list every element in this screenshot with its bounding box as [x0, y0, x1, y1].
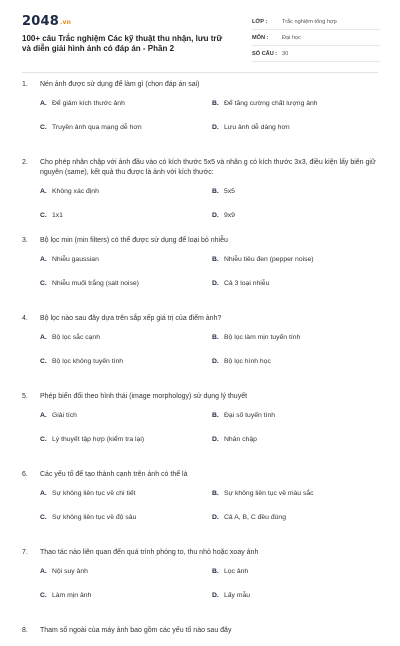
option-text: Nhiễu muối trắng (salt noise) [52, 280, 139, 287]
question-text: Cho phép nhân chập với ảnh đầu vào có kích thước 5x5 và nhân g có kích thước 3x3, điều kiện lấy biên giữ nguyên (same), kết quả thu được là ảnh với kích thước: [40, 159, 376, 176]
answer-option[interactable] [212, 334, 382, 341]
meta-value: Trắc nghiệm tổng hợp [282, 18, 337, 25]
option-letter: C. [40, 212, 47, 219]
option-text: Không xác định [52, 188, 99, 195]
answer-option[interactable] [40, 100, 210, 107]
answer-option[interactable] [40, 514, 210, 521]
option-text: 5x5 [224, 188, 235, 195]
option-letter: C. [40, 358, 47, 365]
option-letter: B. [212, 188, 219, 195]
option-text: Bộ lọc làm mịn tuyến tính [224, 334, 301, 341]
answer-option[interactable] [212, 412, 382, 419]
question-4 [22, 314, 378, 392]
answer-option[interactable] [212, 124, 382, 131]
option-letter: B. [212, 256, 219, 263]
option-text: Bộ lọc hình học [224, 358, 271, 365]
answer-option[interactable] [212, 568, 382, 575]
question-number: 7. [22, 549, 28, 556]
option-letter: D. [212, 436, 219, 443]
answer-option[interactable] [40, 334, 210, 341]
question-stem [22, 470, 378, 480]
option-text: Truyền ảnh qua mạng dễ hơn [52, 124, 142, 131]
option-letter: A. [40, 334, 47, 341]
question-7 [22, 548, 378, 626]
question-6 [22, 470, 378, 548]
option-text: Sự không liên tục về chi tiết [52, 490, 136, 497]
question-text: Bộ lọc nào sau đây dựa trên sắp xếp giá trị của điểm ảnh? [40, 315, 222, 322]
option-letter: C. [40, 280, 47, 287]
question-number: 3. [22, 237, 28, 244]
meta-value: Đại học [282, 34, 301, 41]
question-2 [22, 158, 378, 236]
meta-row-subject [252, 30, 380, 46]
option-text: Nhiễu tiêu đen (pepper noise) [224, 256, 314, 263]
answer-option[interactable] [40, 568, 210, 575]
option-text: Cả 3 loại nhiễu [224, 280, 270, 287]
meta-label: SỐ CÂU : [252, 50, 278, 57]
answer-option[interactable] [212, 490, 382, 497]
option-text: Để tăng cường chất lượng ảnh [224, 100, 318, 107]
question-text: Bộ lọc min (min filters) có thể được sử dụng để loại bỏ nhiễu [40, 237, 228, 244]
meta-label: MÔN : [252, 34, 269, 41]
question-number: 6. [22, 471, 28, 478]
option-text: Lưu ảnh dễ dàng hơn [224, 124, 290, 131]
header-divider [22, 72, 378, 73]
option-text: Lý thuyết tập hợp (kiểm tra lại) [52, 436, 145, 443]
option-letter: B. [212, 568, 219, 575]
answer-option[interactable] [40, 436, 210, 443]
meta-label: LỚP : [252, 18, 268, 25]
option-text: Để giảm kích thước ảnh [52, 100, 125, 107]
answer-option[interactable] [40, 188, 210, 195]
option-text: Nhiễu gaussian [52, 256, 99, 263]
question-stem [22, 236, 378, 246]
option-letter: A. [40, 188, 47, 195]
document-meta [252, 14, 380, 62]
option-text: Nhân chập [224, 436, 257, 443]
question-stem [22, 626, 378, 636]
option-letter: D. [212, 358, 219, 365]
option-text: Bộ lọc sắc cạnh [52, 334, 100, 341]
option-letter: B. [212, 100, 219, 107]
site-logo[interactable]: 2048.vn [22, 14, 72, 29]
option-text: Nội suy ảnh [52, 568, 88, 575]
question-stem [22, 392, 378, 402]
question-number: 5. [22, 393, 28, 400]
answer-option[interactable] [40, 280, 210, 287]
answer-option[interactable] [40, 256, 210, 263]
question-number: 2. [22, 159, 28, 166]
option-letter: A. [40, 100, 47, 107]
option-letter: C. [40, 436, 47, 443]
option-text: Giải tích [52, 412, 77, 419]
option-letter: A. [40, 256, 47, 263]
question-list [22, 80, 378, 646]
answer-option[interactable] [40, 592, 210, 599]
document-title: 100+ câu Trắc nghiệm Các kỹ thuật thu nhận, lưu trữ và diễn giải hình ảnh có đáp án - Phần 2 [22, 34, 223, 53]
option-letter: C. [40, 124, 47, 131]
option-letter: B. [212, 412, 219, 419]
option-letter: D. [212, 280, 219, 287]
question-number: 4. [22, 315, 28, 322]
question-1 [22, 80, 378, 158]
option-letter: C. [40, 514, 47, 521]
option-text: Lọc ảnh [224, 568, 249, 575]
answer-option[interactable] [212, 436, 382, 443]
option-letter: C. [40, 592, 47, 599]
question-3 [22, 236, 378, 314]
answer-option[interactable] [212, 212, 382, 219]
question-stem [22, 158, 378, 178]
answer-option[interactable] [212, 358, 382, 365]
answer-option[interactable] [212, 188, 382, 195]
question-text: Nén ảnh được sử dụng để làm gì (chọn đáp án sai) [40, 81, 200, 88]
question-stem [22, 548, 378, 558]
option-text: 1x1 [52, 212, 63, 219]
option-letter: A. [40, 490, 47, 497]
option-letter: B. [212, 490, 219, 497]
option-letter: D. [212, 592, 219, 599]
option-letter: D. [212, 514, 219, 521]
answer-option[interactable] [212, 592, 382, 599]
meta-row-count [252, 46, 380, 62]
question-8 [22, 626, 378, 646]
question-text: Phép biến đổi theo hình thái (image morphology) sử dụng lý thuyết [40, 393, 248, 400]
option-letter: B. [212, 334, 219, 341]
answer-option[interactable] [212, 100, 382, 107]
answer-option[interactable] [40, 412, 210, 419]
question-5 [22, 392, 378, 470]
option-letter: A. [40, 412, 47, 419]
question-text: Các yếu tố để tạo thành cạnh trên ảnh có thể là [40, 471, 188, 478]
question-stem [22, 314, 378, 324]
option-letter: A. [40, 568, 47, 575]
question-text: Thao tác nào liên quan đến quá trình phóng to, thu nhỏ hoặc xoay ảnh [40, 549, 259, 556]
question-stem [22, 80, 378, 90]
answer-option[interactable] [40, 212, 210, 219]
option-letter: D. [212, 212, 219, 219]
meta-row-class [252, 14, 380, 30]
answer-option[interactable] [40, 124, 210, 131]
answer-option[interactable] [40, 490, 210, 497]
option-text: Sự không liên tục về màu sắc [224, 490, 314, 497]
meta-value: 30 [282, 50, 289, 57]
question-number: 1. [22, 81, 28, 88]
option-text: Cả A, B, C đều đúng [224, 514, 286, 521]
option-letter: D. [212, 124, 219, 131]
option-text: Làm mịn ảnh [52, 592, 92, 599]
option-text: 9x9 [224, 212, 235, 219]
question-text: Tham số ngoài của máy ảnh bao gồm các yếu tố nào sau đây [40, 627, 232, 634]
page-header [0, 0, 400, 72]
option-text: Sự không liên tục về độ sâu [52, 514, 137, 521]
option-text: Lấy mẫu [224, 592, 251, 599]
answer-option[interactable] [212, 514, 382, 521]
answer-option[interactable] [212, 256, 382, 263]
option-text: Đại số tuyến tính [224, 412, 276, 419]
answer-option[interactable] [212, 280, 382, 287]
answer-option[interactable] [40, 358, 210, 365]
question-number: 8. [22, 627, 28, 634]
option-text: Bộ lọc không tuyến tính [52, 358, 124, 365]
